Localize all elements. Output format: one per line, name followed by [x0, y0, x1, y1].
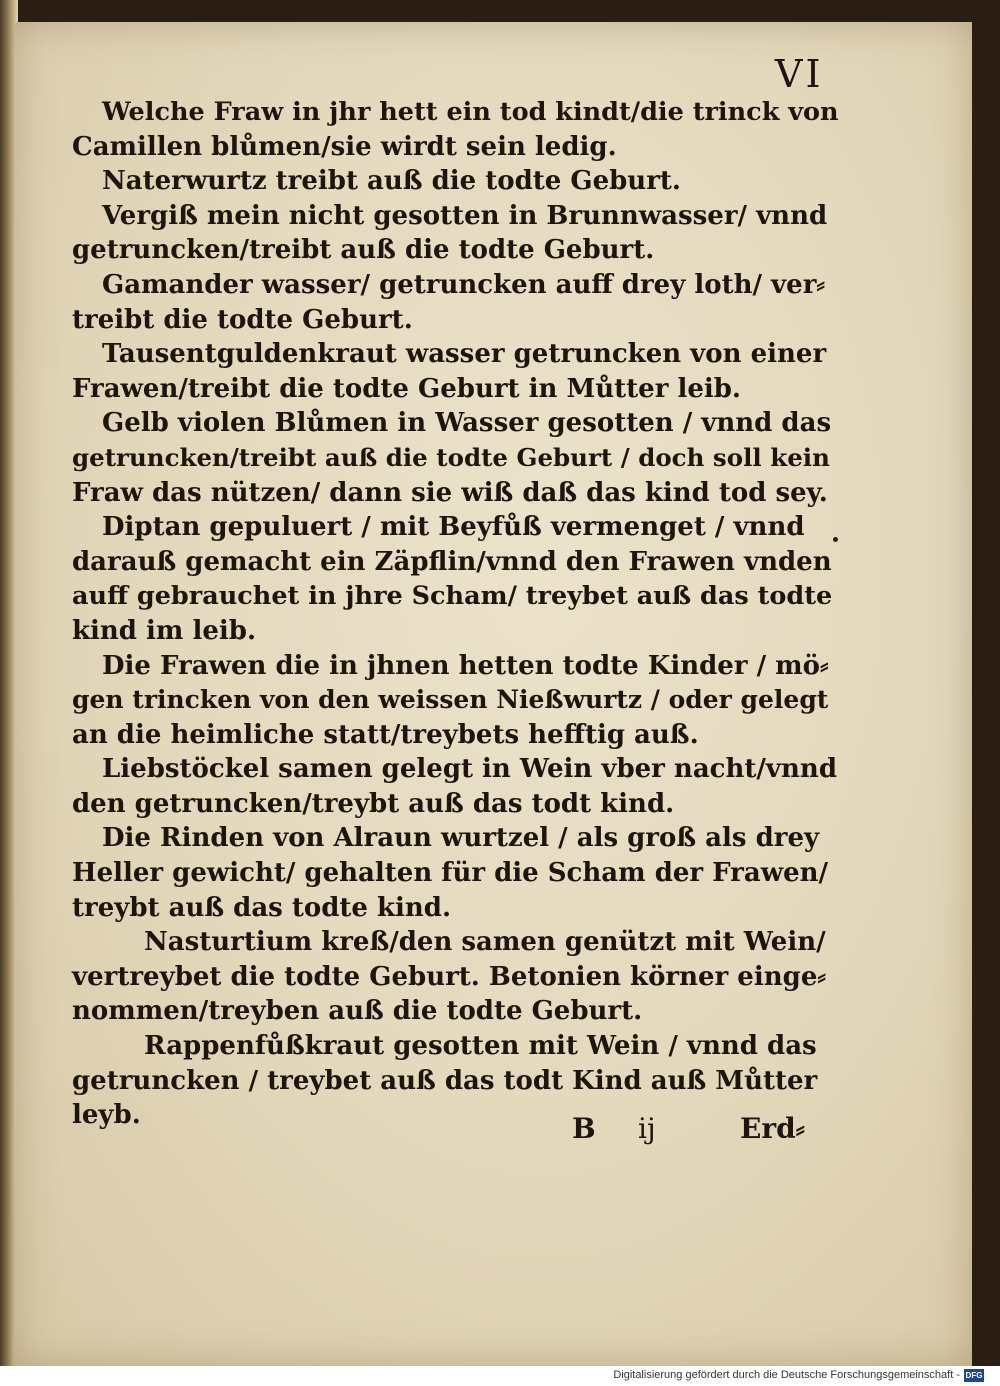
text-line: getruncken / treybet auß das todt Kind auß Můtter: [72, 1065, 818, 1096]
text-line: Gamander wasser/ getruncken auff drey loth/ ver⸗: [102, 269, 826, 300]
text-line: darauß gemacht ein Zäpflin/vnnd den Frawen vnden: [72, 546, 832, 577]
text-line: Vergiß mein nicht gesotten in Brunnwasser/ vnnd: [102, 200, 828, 231]
footer-bar: [0, 1366, 1000, 1386]
text-line: treibt die todte Geburt.: [72, 304, 413, 335]
signature-line: [572, 1112, 832, 1152]
text-line: getruncken/treibt auß die todte Geburt / doch soll kein: [72, 442, 830, 472]
text-line: Liebstöckel samen gelegt in Wein vber nacht/vnnd: [102, 754, 838, 785]
text-line: Diptan gepuluert / mit Beyfůß vermenget / vnnd: [102, 512, 805, 543]
signature-number: ij: [638, 1112, 656, 1145]
text-line: Nasturtium kreß/den samen genützt mit Wein/: [144, 927, 826, 958]
text-line: auff gebrauchet in jhre Scham/ treybet auß das todte: [72, 581, 833, 612]
text-line: den getruncken/treybt auß das todt kind.: [72, 788, 675, 819]
catchword: Erd⸗: [740, 1112, 805, 1145]
dfg-logo: DFG: [965, 1371, 983, 1380]
text-line: an die heimliche statt/treybets hefftig auß.: [72, 719, 699, 750]
text-line: Frawen/treibt die todte Geburt in Můtter leib.: [72, 373, 741, 404]
text-line: nommen/treyben auß die todte Geburt.: [72, 996, 643, 1027]
funding-note: Digitalisierung gefördert durch die Deutsche Forschungsgemeinschaft -: [613, 1369, 960, 1381]
text-line: Gelb violen Blůmen in Wasser gesotten / vnnd das: [102, 408, 832, 439]
text-line: kind im leib.: [72, 615, 256, 646]
text-line: leyb.: [72, 1100, 141, 1131]
text-line: Heller gewicht/ gehalten für die Scham der Frawen/: [72, 858, 829, 889]
text-line: Die Rinden von Alraun wurtzel / als groß als drey: [102, 823, 820, 854]
text-line: Camillen blůmen/sie wirdt sein ledig.: [72, 131, 617, 162]
text-line: getruncken/treibt auß die todte Geburt.: [72, 235, 655, 266]
text-line: Tausentguldenkraut wasser getruncken von einer: [102, 339, 827, 370]
text-line: treybt auß das todte kind.: [72, 892, 452, 923]
text-line: vertreybet die todte Geburt. Betonien körner einge⸗: [72, 961, 827, 992]
text-line: gen trincken von den weissen Nießwurtz / oder gelegt: [72, 685, 829, 715]
text-line: Die Frawen die in jhnen hetten todte Kinder / mö⸗: [102, 650, 829, 681]
text-line: Welche Fraw in jhr hett ein tod kindt/die trinck von: [102, 97, 839, 127]
folio-number: VI: [775, 52, 824, 96]
page-text: [72, 95, 842, 1133]
text-line: Naterwurtz treibt auß die todte Geburt.: [102, 166, 681, 197]
text-line: Rappenfůßkraut gesotten mit Wein / vnnd das: [144, 1031, 817, 1062]
ink-dot: [833, 537, 838, 542]
text-line: Fraw das nützen/ dann sie wiß daß das kind tod sey.: [72, 477, 828, 508]
signature-mark: B: [572, 1112, 596, 1145]
